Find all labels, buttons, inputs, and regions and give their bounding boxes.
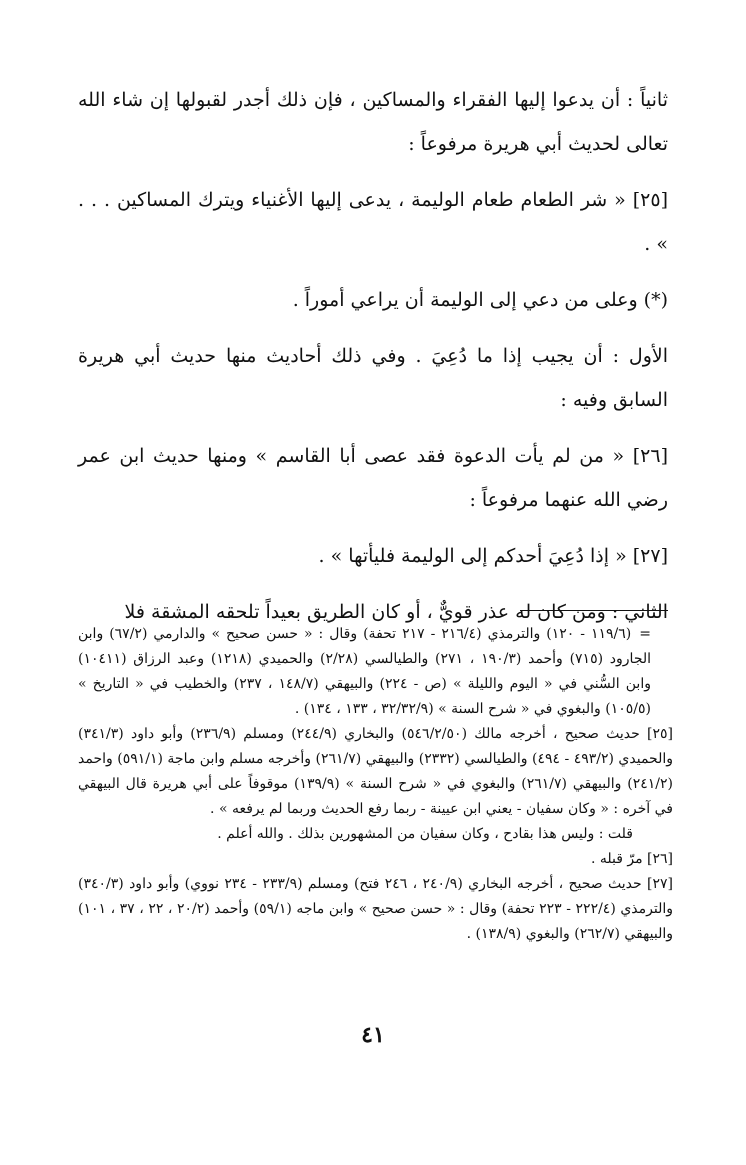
paragraph-first-duty: الأول : أن يجيب إذا ما دُعِيَ . وفي ذلك أحاديث منها حديث أبي هريرة السابق وفيه : xyxy=(78,345,668,411)
continuation-marker: = xyxy=(639,626,651,642)
hadith-27: [٢٧] « إذا دُعِيَ أحدكم إلى الوليمة فليأتها » . xyxy=(318,545,668,567)
main-text xyxy=(78,78,668,646)
hadith-26: [٢٦] « من لم يأت الدعوة فقد عصى أبا القاسم » ومنها حديث ابن عمر رضي الله عنهما مرفوعاً : xyxy=(78,445,668,511)
paragraph-second-duty: الثاني : ومن كان له عذر قويٌّ ، أو كان الطريق بعيداً تلحقه المشقة فلا xyxy=(124,601,668,623)
footnote-continuation xyxy=(78,622,673,722)
footnotes xyxy=(78,622,673,947)
hadith-25: [٢٥] « شر الطعام طعام الوليمة ، يدعى إليها الأغنياء ويترك المساكين . . . » . xyxy=(78,189,668,255)
footnote-25: [٢٥] حديث صحيح ، أخرجه مالك (٥٤٦/٢/٥٠) والبخاري (٢٤٤/٩) ومسلم (٢٣٦/٩) وأبو داود (٣٤١/٣) والحميدي (٤٩٣/٢ - ٤٩٤) والطيالسي (٢٣٣٢) والبيهقي (٢٦١/٧) وأخرجه مسلم وابن ماجة (٥٩١/١) واحمد (٢٤١/٢) والبيهقي (٢٦١/٧) والبغوي في « شرح السنة » (١٣٩/٩) موقوفاً على أبي هريرة قال البيهقي في آخره : « وكان سفيان - يعني ابن عيينة - ربما رفع الحديث وربما لم يرفعه » . xyxy=(78,726,673,817)
footnote-divider xyxy=(520,610,668,611)
footnote-continuation-text: (١١٩/٦ - ١٢٠) والترمذي (٢١٦/٤ - ٢١٧ تحفة) وقال : « حسن صحيح » والدارمي (٦٧/٢) وابن الجارود (٧١٥) وأحمد (١٩٠/٣ ، ٢٧١) والطيالسي (٢/٢٨) والحميدي (١٢١٨) وعبد الرزاق (١٠٤١١) وابن السُّني في « اليوم والليلة » (ص - ٢٢٤) والبيهقي (١٤٨/٧ ، ٢٣٧) والخطيب في « التاريخ » (١٠٥/٥) والبغوي في « شرح السنة » (٣٢/٣٢/٩ ، ١٣٣ ، ١٣٤) . xyxy=(78,626,652,717)
footnote-26: [٢٦] مرّ قبله . xyxy=(590,851,673,867)
paragraph-invitee-duties: (*) وعلى من دعي إلى الوليمة أن يراعي أموراً . xyxy=(292,289,668,311)
page-number: ٤١ xyxy=(361,1022,385,1048)
footnote-25-comment: قلت : وليس هذا بقادح ، وكان سفيان من المشهورين بذلك . والله أعلم . xyxy=(217,826,633,842)
paragraph-second-point: ثانياً : أن يدعوا إليها الفقراء والمساكين ، فإن ذلك أجدر لقبولها إن شاء الله تعالى لحديث أبي هريرة مرفوعاً : xyxy=(78,89,668,155)
footnote-27: [٢٧] حديث صحيح ، أخرجه البخاري (٢٤٠/٩ ، ٢٤٦ فتح) ومسلم (٢٣٣/٩ - ٢٣٤ نووي) وأبو داود (٣٤٠/٣) والترمذي (٢٢٢/٤ - ٢٢٣ تحفة) وقال : « حسن صحيح » وابن ماجه (٥٩/١) وأحمد (٢٠/٢ ، ٢٢ ، ٣٧ ، ١٠١) والبيهقي (٢٦٢/٧) والبغوي (١٣٨/٩) . xyxy=(78,876,674,942)
